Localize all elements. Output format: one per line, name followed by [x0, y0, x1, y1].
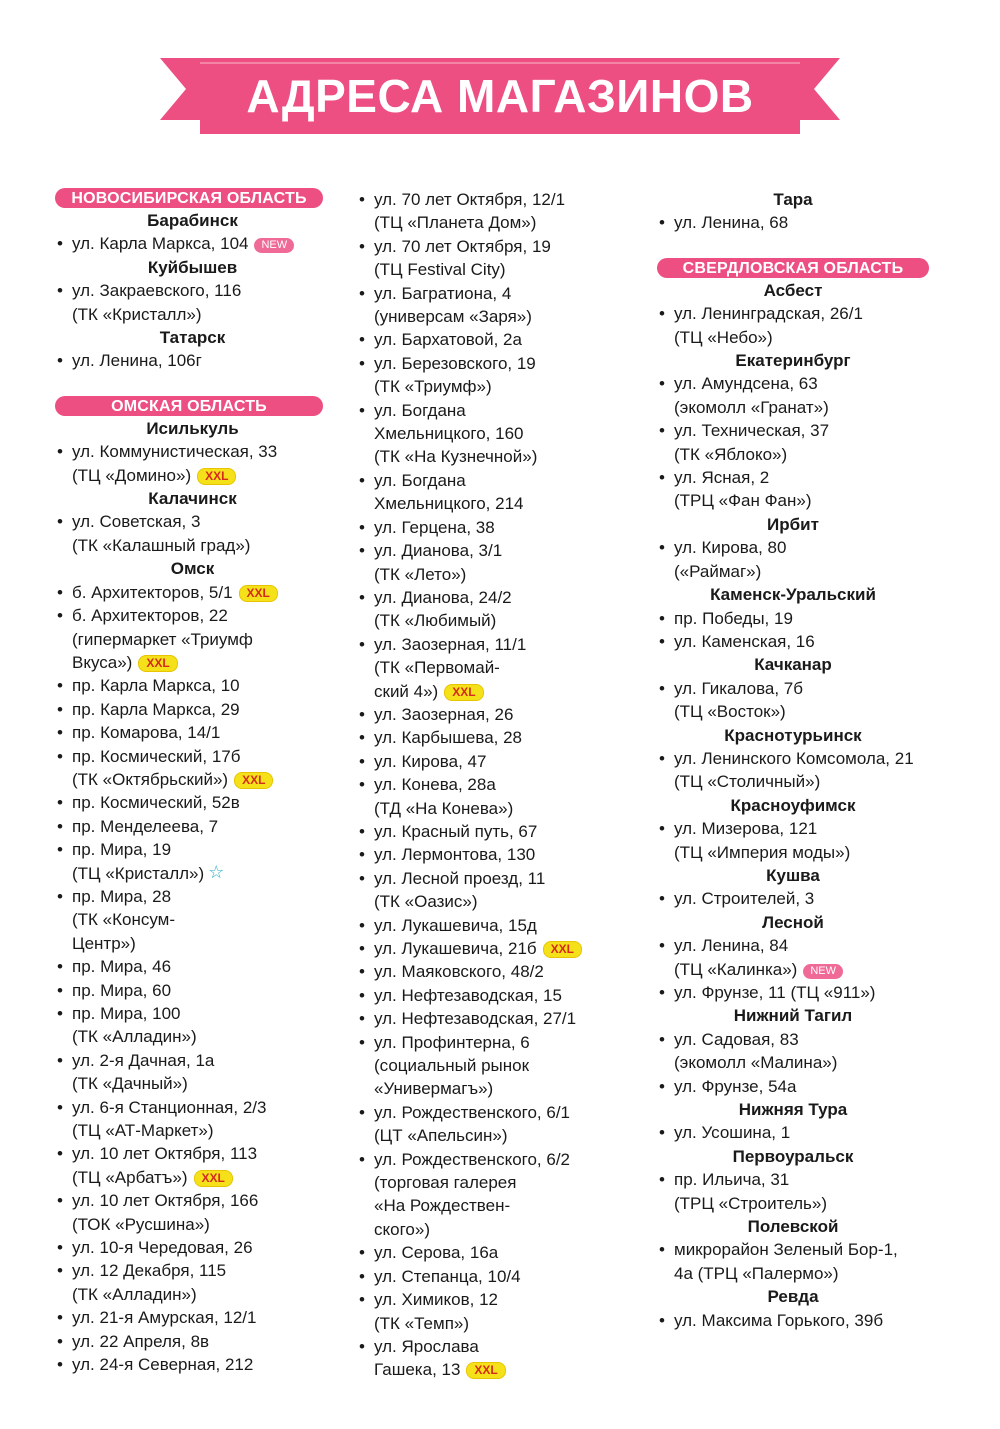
bullet-icon: • — [659, 631, 665, 651]
bullet-icon: • — [57, 351, 63, 371]
bullet-icon: • — [57, 1355, 63, 1375]
address-list — [657, 1121, 957, 1144]
address-item: • ул. Ленинградская, 26/1 (ТЦ «Небо») — [659, 304, 863, 347]
address-item: • ул. 2-я Дачная, 1а (ТК «Дачный») — [57, 1050, 215, 1094]
address-list — [657, 372, 957, 512]
bullet-icon: • — [359, 517, 365, 537]
address-item: • пр. Мира, 60 — [55, 979, 345, 1002]
bullet-icon: • — [57, 442, 63, 462]
bullet-icon: • — [57, 980, 63, 1000]
address-item: • пр. Карла Маркса, 10 — [55, 674, 345, 697]
new-badge: NEW — [254, 238, 294, 253]
bullet-icon: • — [359, 236, 365, 256]
city-pervouralsk: Первоуральск — [732, 1146, 854, 1166]
bullet-icon: • — [659, 889, 665, 909]
address-item: • ул. Дианова, 24/2 (ТК «Любимый) — [359, 587, 512, 631]
bullet-icon: • — [659, 748, 665, 768]
address-item: • ул. Бархатовой, 2а — [357, 328, 647, 351]
address-item: • ул. Гикалова, 7б (ТЦ «Восток») — [659, 678, 804, 722]
bullet-icon: • — [359, 1290, 365, 1310]
address-item: • ул. Фрунзе, 11 (ТЦ «911») — [657, 981, 957, 1004]
bullet-icon: • — [359, 704, 365, 724]
address-item: • ул. Советская, 3 (ТК «Калашный град») — [57, 512, 251, 555]
bullet-icon: • — [57, 1331, 63, 1351]
city-asbest: Асбест — [763, 280, 823, 300]
address-item: • б. Архитекторов, 5/1 XXL — [55, 581, 345, 604]
address-item: • ул. Дианова, 3/1 (ТК «Лето») — [359, 541, 503, 584]
address-list — [657, 302, 957, 349]
bullet-icon: • — [659, 936, 665, 956]
bullet-icon: • — [359, 400, 365, 420]
address-item: • ул. Заозерная, 11/1 (ТК «Первомай- ский 4») XXL — [359, 634, 527, 701]
bullet-icon: • — [359, 330, 365, 350]
bullet-icon: • — [659, 819, 665, 839]
bullet-icon: • — [659, 983, 665, 1002]
bullet-icon: • — [659, 304, 665, 324]
address-item: • ул. Ленина, 106г — [55, 349, 345, 372]
bullet-icon: • — [359, 1102, 365, 1122]
bullet-icon: • — [57, 1097, 63, 1117]
bullet-icon: • — [659, 1123, 665, 1143]
bullet-icon: • — [359, 985, 365, 1005]
address-list — [55, 510, 345, 557]
bullet-icon: • — [359, 751, 365, 771]
bullet-icon: • — [57, 582, 63, 602]
city-nizhnyaya-tura: Нижняя Тура — [738, 1100, 848, 1120]
bullet-icon: • — [57, 234, 63, 254]
bullet-icon: • — [359, 1032, 365, 1052]
address-item: • пр. Ильича, 31 (ТРЦ «Строитель») — [659, 1170, 827, 1213]
address-item: • ул. Багратиона, 4 (универсам «Заря») — [359, 283, 532, 327]
address-item: • ул. Рождественского, 6/2 (торговая галерея «На Рождествен- ского») — [359, 1149, 571, 1239]
bullet-icon: • — [359, 821, 365, 841]
new-badge: NEW — [803, 964, 843, 979]
address-list — [657, 536, 957, 583]
city-krasnoufimsk: Красноуфимск — [730, 795, 856, 815]
address-item: • пр. Космический, 52в — [55, 791, 345, 814]
address-list — [657, 887, 957, 910]
address-list — [657, 1028, 957, 1098]
bullet-icon: • — [57, 1261, 63, 1281]
bullet-icon: • — [659, 1310, 665, 1330]
address-item: • ул. Химиков, 12 (ТК «Темп») — [359, 1290, 498, 1333]
address-item: • ул. Ленинского Комсомола, 21 (ТЦ «Столичный») — [659, 748, 914, 792]
bullet-icon: • — [57, 676, 63, 696]
address-item: • ул. Ярослава Гашека, 13 XXL — [357, 1335, 647, 1382]
xxl-badge: XXL — [543, 941, 582, 958]
bullet-icon: • — [57, 1308, 63, 1328]
address-item: • ул. 22 Апреля, 8в — [55, 1330, 345, 1353]
address-list — [657, 1168, 957, 1215]
address-item: • пр. Космический, 17б (ТК «Октябрьский») XXL — [55, 745, 345, 792]
city-omsk: Омск — [170, 559, 215, 579]
city-revda: Ревда — [767, 1287, 819, 1307]
address-item: • ул. Техническая, 37 (ТК «Яблоко») — [659, 421, 830, 464]
bullet-icon: • — [659, 608, 665, 628]
bullet-icon: • — [659, 421, 665, 441]
address-item: • ул. Садовая, 83 (экомолл «Малина») — [659, 1029, 838, 1073]
address-item: • ул. Фрунзе, 54а — [657, 1075, 957, 1098]
address-list — [657, 677, 957, 724]
xxl-badge: XXL — [197, 468, 236, 485]
region-omsk: ОМСКАЯ ОБЛАСТЬ — [55, 396, 323, 416]
bullet-icon: • — [359, 1149, 365, 1169]
city-kushva: Кушва — [766, 865, 820, 885]
bullet-icon: • — [359, 962, 365, 982]
address-item: • ул. 21-я Амурская, 12/1 — [55, 1306, 345, 1329]
address-item: • микрорайон Зеленый Бор-1, 4а (ТРЦ «Палермо») — [659, 1240, 898, 1283]
city-irbit: Ирбит — [767, 514, 819, 534]
address-item: • ул. Красный путь, 67 — [357, 820, 647, 843]
address-item: • ул. Лукашевича, 15д — [357, 914, 647, 937]
address-item: • б. Архитекторов, 22 (гипермаркет «Триумф Вкуса») XXL — [57, 606, 253, 672]
bullet-icon: • — [659, 468, 665, 488]
bullet-icon: • — [659, 1170, 665, 1190]
bullet-icon: • — [359, 939, 365, 958]
address-item: • ул. Серова, 16а — [357, 1241, 647, 1264]
bullet-icon: • — [659, 678, 665, 698]
bullet-icon: • — [57, 816, 63, 836]
address-item: • ул. Кирова, 80 («Раймаг») — [659, 538, 787, 581]
bullet-icon: • — [359, 728, 365, 748]
bullet-icon: • — [57, 957, 63, 977]
city-lesnoy: Лесной — [762, 912, 824, 932]
address-list — [657, 747, 957, 794]
bullet-icon: • — [57, 1144, 63, 1164]
address-list — [357, 188, 647, 1382]
address-item: • пр. Менделеева, 7 — [55, 815, 345, 838]
address-item: • ул. Нефтезаводская, 27/1 — [357, 1007, 647, 1030]
address-item: • пр. Победы, 19 — [657, 607, 957, 630]
address-item: • ул. Заозерная, 26 — [357, 703, 647, 726]
address-item: • ул. 10 лет Октября, 166 (ТОК «Русшина») — [57, 1191, 259, 1234]
bullet-icon: • — [359, 868, 365, 888]
address-item: • ул. Нефтезаводская, 15 — [357, 984, 647, 1007]
bullet-icon: • — [659, 374, 665, 394]
address-item: • ул. Кирова, 47 — [357, 750, 647, 773]
bullet-icon: • — [57, 281, 63, 301]
address-list — [55, 279, 345, 326]
address-list — [657, 1309, 957, 1332]
xxl-badge: XXL — [239, 585, 278, 602]
bullet-icon: • — [359, 845, 365, 865]
bullet-icon: • — [57, 1004, 63, 1023]
bullet-icon: • — [359, 775, 365, 795]
address-list — [657, 817, 957, 864]
bullet-icon: • — [659, 1029, 665, 1049]
bullet-icon: • — [359, 1009, 365, 1029]
bullet-icon: • — [359, 1243, 365, 1263]
bullet-icon: • — [57, 512, 63, 532]
bullet-icon: • — [57, 746, 63, 766]
address-item: • пр. Мира, 19 (ТЦ «Кристалл») ☆ — [57, 840, 225, 883]
bullet-icon: • — [359, 283, 365, 303]
bullet-icon: • — [359, 634, 365, 654]
address-item: • ул. Каменская, 16 — [657, 630, 957, 653]
address-item: • ул. Конева, 28а (ТД «На Конева») — [359, 775, 514, 818]
address-list — [55, 440, 345, 487]
bullet-icon: • — [57, 840, 63, 860]
address-list — [657, 934, 957, 1004]
address-item: • ул. Закраевского, 116 (ТК «Кристалл») — [57, 281, 242, 324]
bullet-icon: • — [57, 723, 63, 743]
address-item: • ул. Профинтерна, 6 (социальный рынок «Универмагъ») — [359, 1032, 530, 1099]
bullet-icon: • — [359, 190, 365, 209]
address-item: • ул. Ясная, 2 (ТРЦ «Фан Фан») — [659, 468, 812, 511]
city-tara: Тара — [773, 190, 813, 209]
address-item: • ул. Максима Горького, 39б — [657, 1309, 957, 1332]
bullet-icon: • — [57, 699, 63, 719]
bullet-icon: • — [359, 541, 365, 561]
column-1 — [55, 188, 345, 1377]
bullet-icon: • — [359, 915, 365, 935]
address-item: • ул. Ленина, 84 (ТЦ «Калинка») NEW — [657, 934, 957, 981]
address-item: • ул. Карла Маркса, 104 NEW — [55, 232, 345, 255]
address-item: • ул. Мизерова, 121 (ТЦ «Империя моды») — [659, 819, 851, 862]
xxl-badge: XXL — [234, 772, 273, 789]
address-item: • ул. 70 лет Октября, 12/1 (ТЦ «Планета Дом») — [359, 190, 566, 233]
city-isilkul: Исилькуль — [146, 418, 239, 438]
page-title: АДРЕСА МАГАЗИНОВ — [246, 70, 754, 122]
city-kuybyshev: Куйбышев — [147, 257, 238, 277]
address-item: • пр. Карла Маркса, 29 — [55, 698, 345, 721]
address-item: • ул. Березовского, 19 (ТК «Триумф») — [359, 353, 536, 397]
bullet-icon: • — [57, 1191, 63, 1211]
address-item: • ул. Богдана Хмельницкого, 160 (ТК «На Кузнечной») — [359, 400, 538, 467]
address-item: • ул. Герцена, 38 — [357, 516, 647, 539]
column-2 — [357, 188, 647, 1382]
bullet-icon: • — [57, 606, 63, 626]
address-list — [657, 1238, 957, 1285]
city-barabinsk: Барабинск — [147, 211, 238, 230]
city-polevskoy: Полевской — [747, 1217, 839, 1237]
address-item: • ул. Рождественского, 6/1 (ЦТ «Апельсин») — [359, 1102, 571, 1146]
column-3 — [657, 188, 957, 1332]
star-icon: ☆ — [208, 861, 225, 882]
address-item: • ул. Амундсена, 63 (экомолл «Гранат») — [659, 374, 829, 417]
bullet-icon: • — [359, 353, 365, 373]
address-list — [657, 211, 957, 234]
city-tatarsk: Татарск — [159, 328, 226, 348]
bullet-icon: • — [359, 470, 365, 490]
address-item: • ул. 12 Декабря, 115 (ТК «Алладин») — [57, 1261, 227, 1304]
bullet-icon: • — [359, 1336, 365, 1356]
address-item: • ул. 70 лет Октября, 19 (ТЦ Festival City) — [359, 236, 551, 280]
address-item: • ул. Усошина, 1 — [657, 1121, 957, 1144]
address-item: • ул. Ленина, 68 — [657, 211, 957, 234]
xxl-badge: XXL — [194, 1170, 233, 1187]
address-item: • ул. 24-я Северная, 212 — [55, 1353, 345, 1376]
address-item: • ул. Строителей, 3 — [657, 887, 957, 910]
bullet-icon: • — [659, 538, 665, 558]
address-item: • ул. Коммунистическая, 33 (ТЦ «Домино») XXL — [57, 442, 278, 485]
bullet-icon: • — [57, 886, 63, 906]
bullet-icon: • — [57, 793, 63, 813]
city-kalachinsk: Калачинск — [148, 489, 237, 509]
address-item: • пр. Комарова, 14/1 — [55, 721, 345, 744]
address-list — [657, 607, 957, 654]
bullet-icon: • — [57, 1050, 63, 1070]
address-item: • ул. 10-я Чередовая, 26 — [55, 1236, 345, 1259]
region-novosibirsk: НОВОСИБИРСКАЯ ОБЛАСТЬ — [55, 188, 323, 208]
city-kachkanar: Качканар — [754, 655, 832, 675]
bullet-icon: • — [57, 1238, 63, 1258]
city-kamensk-uralsky: Каменск-Уральский — [710, 585, 876, 605]
address-item: • ул. Карбышева, 28 — [357, 726, 647, 749]
bullet-icon: • — [359, 587, 365, 607]
bullet-icon: • — [359, 1266, 365, 1286]
address-item: • ул. Лесной проезд, 11 (ТК «Оазис») — [359, 868, 546, 912]
address-list — [55, 349, 345, 372]
address-item: • пр. Мира, 28 (ТК «Консум- Центр») — [57, 886, 176, 953]
address-list — [55, 581, 345, 1377]
title-banner — [0, 0, 1000, 150]
address-list — [55, 232, 345, 255]
address-item: • ул. Лермонтова, 130 — [357, 843, 647, 866]
address-item: • ул. 10 лет Октября, 113 (ТЦ «Арбатъ») XXL — [57, 1144, 258, 1187]
address-item: • ул. Маяковского, 48/2 — [357, 960, 647, 983]
xxl-badge: XXL — [444, 684, 483, 701]
bullet-icon: • — [659, 213, 665, 233]
address-item: • ул. 6-я Станционная, 2/3 (ТЦ «АТ-Маркет») — [57, 1097, 267, 1141]
xxl-badge: XXL — [138, 655, 177, 672]
address-item: • ул. Лукашевича, 21б XXL — [357, 937, 647, 960]
address-item: • пр. Мира, 46 — [55, 955, 345, 978]
city-krasnoturinsk: Краснотурьинск — [724, 725, 862, 745]
region-sverdlovsk: СВЕРДЛОВСКАЯ ОБЛАСТЬ — [657, 258, 929, 278]
address-item: • ул. Богдана Хмельницкого, 214 — [359, 470, 524, 514]
bullet-icon: • — [659, 1240, 665, 1260]
city-ekaterinburg: Екатеринбург — [735, 351, 851, 371]
bullet-icon: • — [659, 1076, 665, 1096]
city-nizhny-tagil: Нижний Тагил — [733, 1006, 853, 1026]
address-item: • ул. Степанца, 10/4 — [357, 1265, 647, 1288]
xxl-badge: XXL — [466, 1362, 505, 1379]
address-item: • пр. Мира, 100 (ТК «Алладин») — [57, 1004, 197, 1047]
